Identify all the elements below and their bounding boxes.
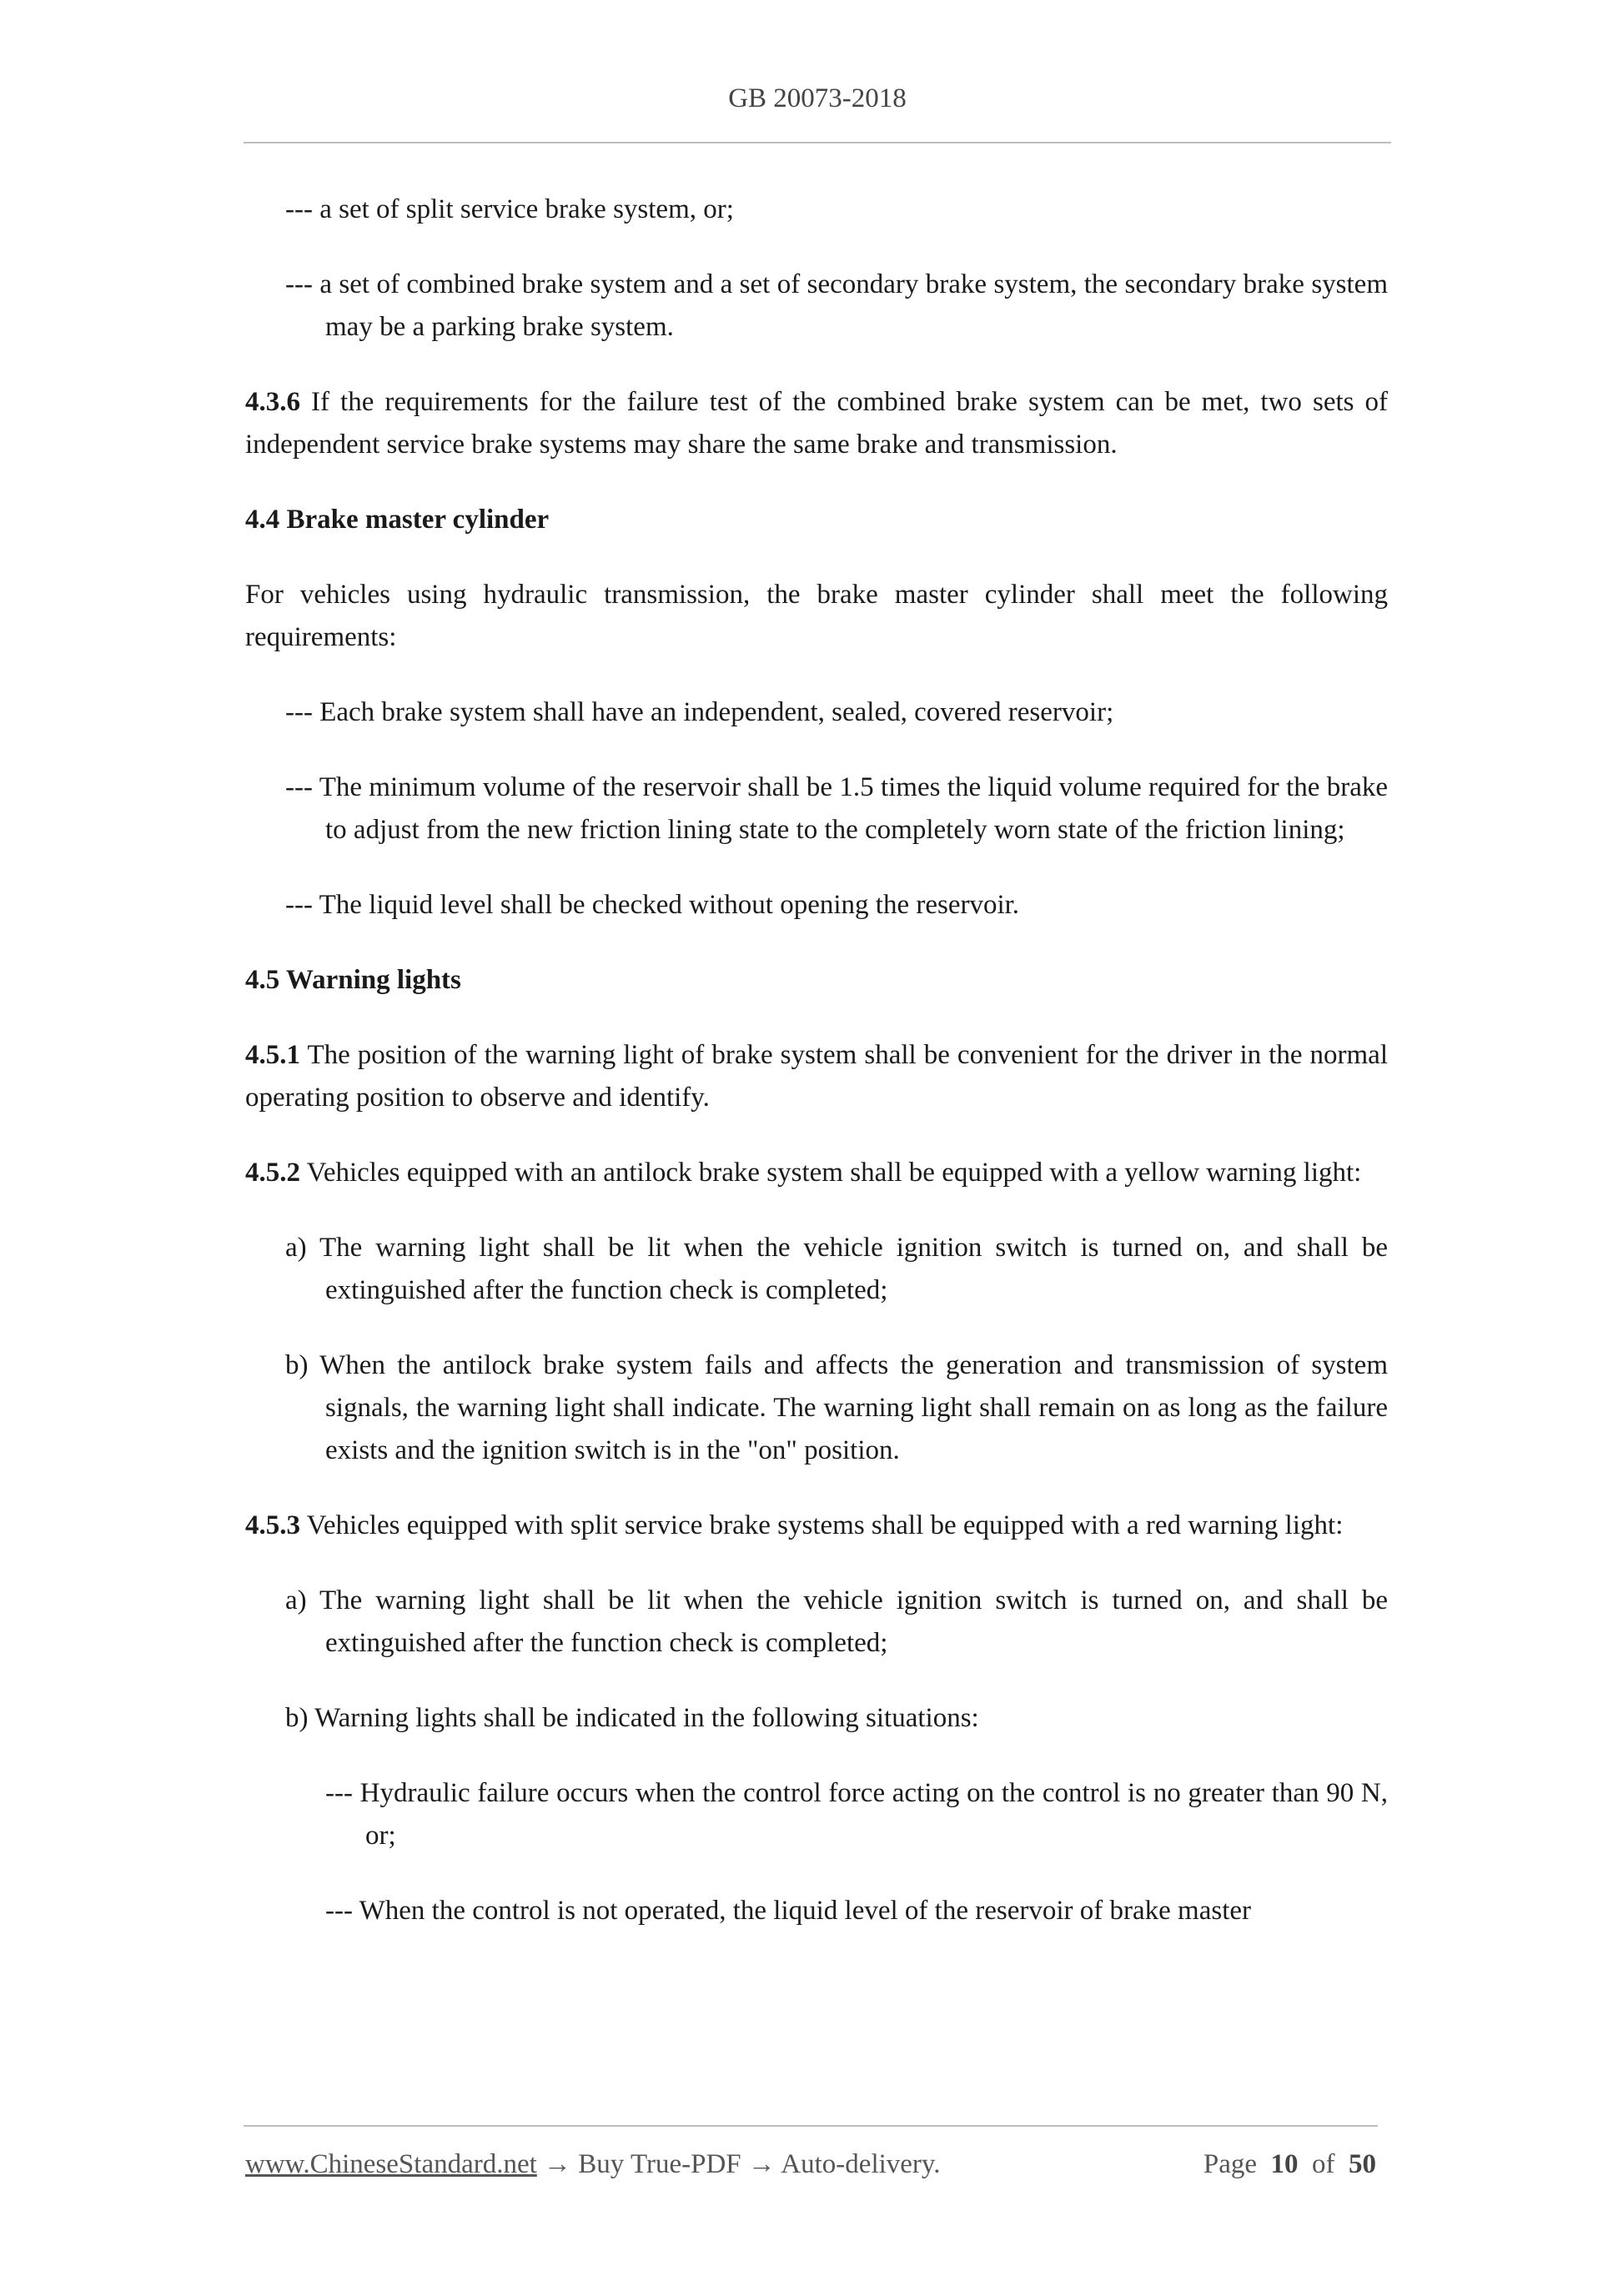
paragraph: For vehicles using hydraulic transmission, the brake master cylinder shall meet the following requirements: [245,580,1388,652]
footer-tagline: → Buy True-PDF → Auto-delivery. [536,2149,941,2179]
list-item: a) The warning light shall be lit when the vehicle ignition switch is turned on, and shall be extinguished after the function check is completed; [285,1585,1388,1658]
clause-text: The position of the warning light of brake system shall be convenient for the driver in the normal operating position to observe and identify. [245,1040,1388,1113]
clause-number: 4.5.1 [245,1040,300,1070]
website-link[interactable]: www.ChineseStandard.net [245,2149,537,2179]
clause-4-5-1 [245,1034,1388,1119]
footer-divider [244,2125,1378,2127]
clause-4-5-3 [245,1505,1388,1547]
page-indicator [1203,2149,1376,2180]
page-current: 10 [1270,2149,1299,2179]
document-body [245,188,1388,1965]
clause-text: Vehicles equipped with split service brake systems shall be equipped with a red warning light: [300,1510,1344,1540]
clause-number: 4.5.2 [245,1158,300,1188]
list-item: --- a set of combined brake system and a set of secondary brake system, the secondary brake system may be a parking brake system. [285,269,1388,342]
list-item: b) When the antilock brake system fails and affects the generation and transmission of system signals, the warning light shall indicate. The warning light shall remain on as long as the failure exists and the ignition switch is in the "on" position. [285,1350,1388,1465]
clause-number: 4.3.6 [245,387,300,417]
sub-list-item: --- When the control is not operated, the liquid level of the reservoir of brake master [325,1896,1251,1926]
clause-text: Vehicles equipped with an antilock brake system shall be equipped with a yellow warning light: [300,1158,1362,1188]
footer-left [245,2149,941,2180]
page-label: Page [1203,2149,1257,2179]
list-item: --- a set of split service brake system, or; [285,194,734,224]
section-heading: 4.4 Brake master cylinder [245,505,550,535]
list-item: --- The liquid level shall be checked without opening the reservoir. [285,890,1020,920]
page-total: 50 [1349,2149,1376,2179]
header-divider [244,142,1391,143]
page-header-title: GB 20073-2018 [728,83,907,113]
clause-number: 4.5.3 [245,1510,300,1540]
list-item: --- The minimum volume of the reservoir shall be 1.5 times the liquid volume required for the brake to adjust from the new friction lining state to the completely worn state of the friction lining; [285,772,1388,845]
section-heading: 4.5 Warning lights [245,965,461,995]
list-item: --- Each brake system shall have an independent, sealed, covered reservoir; [285,697,1114,727]
page-footer [245,2149,1376,2180]
list-item: b) Warning lights shall be indicated in the following situations: [285,1703,979,1733]
page-of-label: of [1312,2149,1335,2179]
sub-list-item: --- Hydraulic failure occurs when the control force acting on the control is no greater than 90 N, or; [325,1778,1388,1851]
list-item: a) The warning light shall be lit when the vehicle ignition switch is turned on, and shall be extinguished after the function check is completed; [285,1233,1388,1305]
clause-4-5-2 [245,1152,1388,1194]
clause-4-3-6 [245,381,1388,466]
clause-text: If the requirements for the failure test of the combined brake system can be met, two sets of independent service brake systems may share the same brake and transmission. [245,387,1388,460]
